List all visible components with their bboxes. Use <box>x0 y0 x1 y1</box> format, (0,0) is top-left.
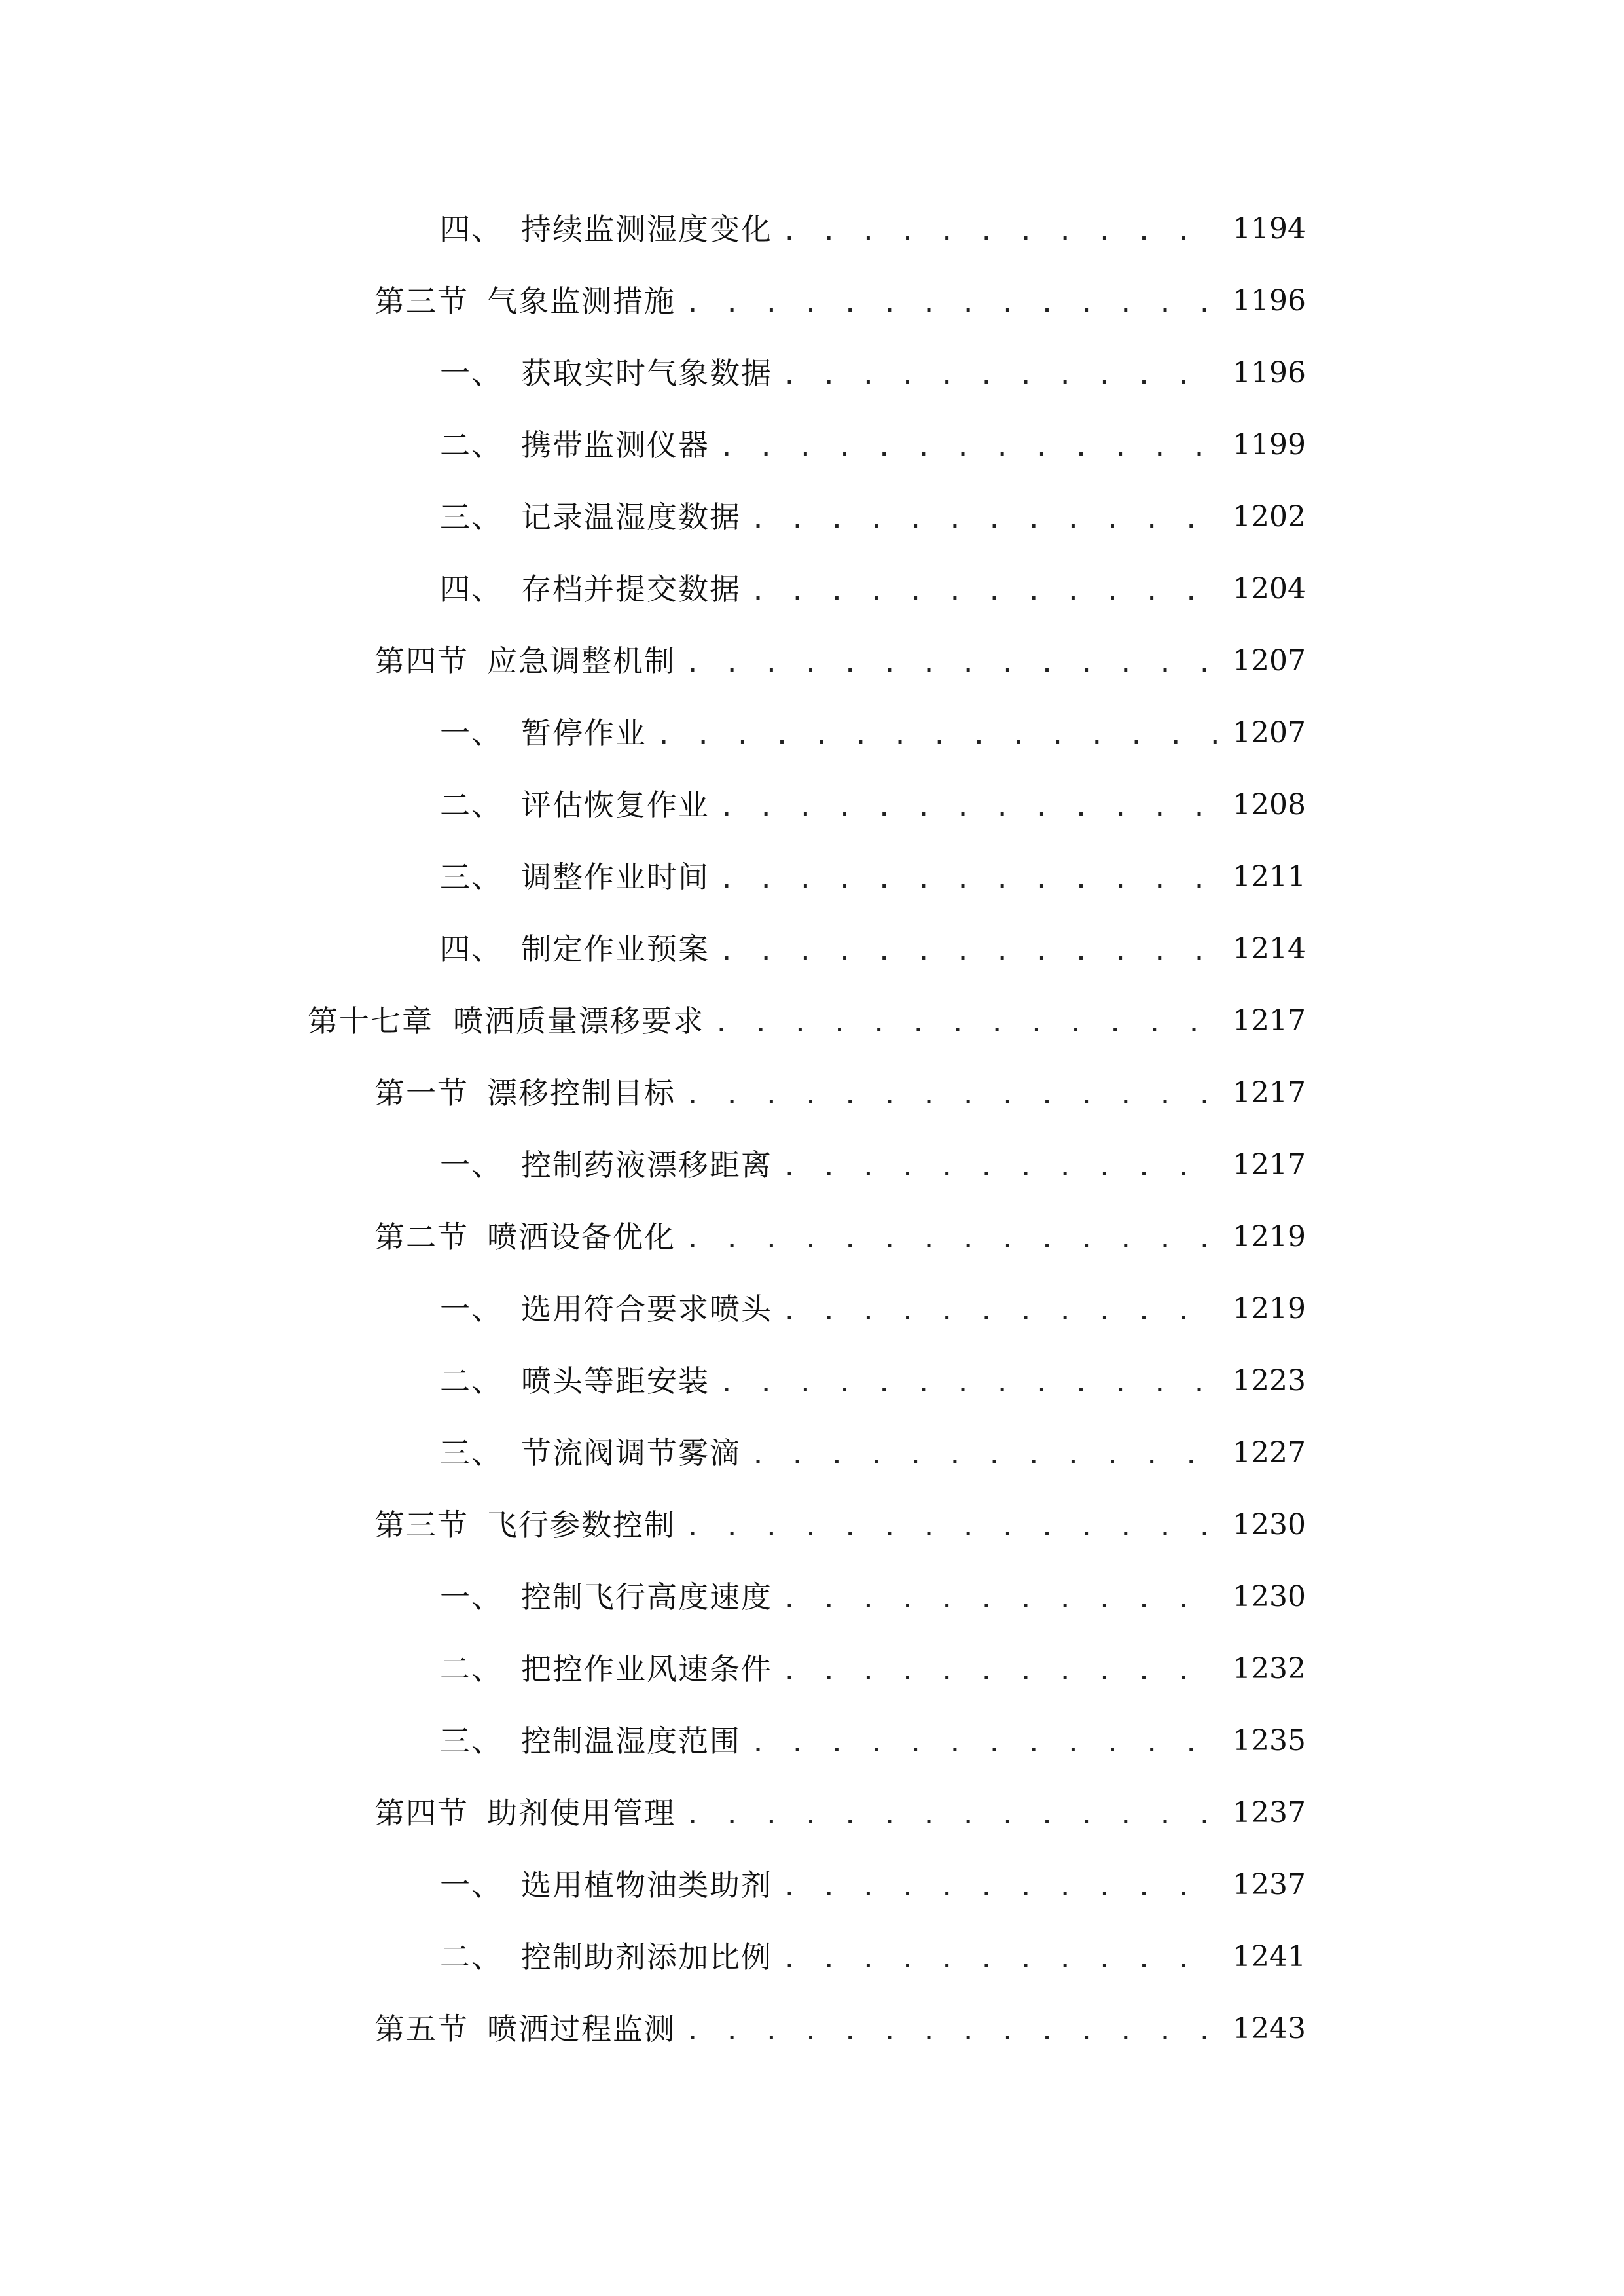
toc-entry-title: 助剂使用管理 <box>487 1795 676 1831</box>
toc-entry-number: 三、 <box>440 859 503 895</box>
dot-leader <box>719 779 1221 831</box>
toc-entry-page: 1243 <box>1233 2012 1306 2045</box>
toc-entry-number: 二、 <box>440 1939 503 1975</box>
toc-entry-page: 1235 <box>1233 1724 1306 1757</box>
toc-entry-title: 调整作业时间 <box>521 859 710 895</box>
toc-entry-page: 1207 <box>1233 716 1306 749</box>
toc-entry[interactable] <box>0 1427 1624 1479</box>
toc-entry-title: 控制飞行高度速度 <box>521 1579 772 1615</box>
toc-entry-number: 二、 <box>440 427 503 463</box>
toc-entry-page: 1237 <box>1233 1796 1306 1829</box>
toc-entry-page: 1217 <box>1233 1148 1306 1181</box>
toc-entry-number: 二、 <box>440 1363 503 1399</box>
toc-entry-page: 1202 <box>1233 500 1306 533</box>
toc-entry-page: 1196 <box>1233 284 1306 317</box>
toc-entry-page: 1241 <box>1233 1940 1306 1973</box>
toc-entry[interactable] <box>0 1499 1624 1551</box>
toc-entry-number: 一、 <box>440 1867 503 1903</box>
toc-entry-number: 第四节 <box>374 1795 469 1831</box>
toc-entry-number: 三、 <box>440 1435 503 1471</box>
toc-entry-title: 应急调整机制 <box>487 643 676 679</box>
dot-leader <box>713 995 1221 1047</box>
toc-entry[interactable] <box>0 923 1624 975</box>
toc-entry-number: 三、 <box>440 499 503 535</box>
toc-entry-number: 第二节 <box>374 1219 469 1255</box>
toc-entry[interactable] <box>0 707 1624 759</box>
toc-entry[interactable] <box>0 1643 1624 1695</box>
toc-entry-title: 气象监测措施 <box>487 283 676 319</box>
dot-leader <box>782 1931 1221 1983</box>
toc-entry[interactable] <box>0 203 1624 255</box>
toc-entry-number: 一、 <box>440 355 503 391</box>
toc-entry-number: 四、 <box>440 211 503 247</box>
toc-entry-page: 1194 <box>1233 212 1306 245</box>
toc-entry-number: 二、 <box>440 787 503 823</box>
toc-entry[interactable] <box>0 563 1624 615</box>
toc-entry-title: 喷洒过程监测 <box>487 2011 676 2047</box>
toc-entry-number: 第一节 <box>374 1075 469 1111</box>
dot-leader <box>750 563 1221 615</box>
toc-entry-page: 1219 <box>1233 1220 1306 1253</box>
toc-entry-number: 第三节 <box>374 1507 469 1543</box>
toc-entry-title: 暂停作业 <box>521 715 647 751</box>
toc-entry-number: 一、 <box>440 1291 503 1327</box>
toc-entry-title: 控制温湿度范围 <box>521 1723 741 1759</box>
toc-entry-number: 一、 <box>440 1147 503 1183</box>
dot-leader <box>719 419 1221 471</box>
toc-entry[interactable] <box>0 491 1624 543</box>
toc-entry-number: 四、 <box>440 931 503 967</box>
toc-entry[interactable] <box>0 1787 1624 1839</box>
toc-entry-page: 1214 <box>1233 932 1306 965</box>
toc-entry[interactable] <box>0 1067 1624 1119</box>
toc-entry[interactable] <box>0 347 1624 399</box>
toc-entry-title: 评估恢复作业 <box>521 787 710 823</box>
toc-entry[interactable] <box>0 1931 1624 1983</box>
toc-entry-number: 第三节 <box>374 283 469 319</box>
toc-entry-title: 选用符合要求喷头 <box>521 1291 772 1327</box>
toc-entry-page: 1219 <box>1233 1292 1306 1325</box>
dot-leader <box>750 1427 1221 1479</box>
toc-entry[interactable] <box>0 851 1624 903</box>
toc-entry-page: 1211 <box>1233 860 1306 893</box>
dot-leader <box>719 1355 1221 1407</box>
toc-entry-title: 漂移控制目标 <box>487 1075 676 1111</box>
toc-entry-page: 1232 <box>1233 1652 1306 1685</box>
dot-leader <box>685 1787 1221 1839</box>
dot-leader <box>782 1859 1221 1911</box>
toc-entry-number: 第十七章 <box>308 1003 433 1039</box>
toc-entry-page: 1237 <box>1233 1868 1306 1901</box>
toc-entry[interactable] <box>0 1139 1624 1191</box>
toc-entry-page: 1204 <box>1233 572 1306 605</box>
dot-leader <box>685 1211 1221 1263</box>
toc-entry-page: 1217 <box>1233 1004 1306 1037</box>
toc-entry[interactable] <box>0 995 1624 1047</box>
toc-entry-number: 三、 <box>440 1723 503 1759</box>
toc-entry-number: 二、 <box>440 1651 503 1687</box>
toc-entry-number: 一、 <box>440 1579 503 1615</box>
toc-entry-page: 1230 <box>1233 1580 1306 1613</box>
toc-entry-title: 喷洒设备优化 <box>487 1219 676 1255</box>
toc-entry-title: 喷头等距安装 <box>521 1363 710 1399</box>
toc-entry[interactable] <box>0 1355 1624 1407</box>
toc-entry-page: 1196 <box>1233 356 1306 389</box>
dot-leader <box>782 347 1221 399</box>
toc-entry-title: 携带监测仪器 <box>521 427 710 463</box>
toc-entry-title: 记录温湿度数据 <box>521 499 741 535</box>
toc-entry-title: 控制助剂添加比例 <box>521 1939 772 1975</box>
toc-entry-title: 飞行参数控制 <box>487 1507 676 1543</box>
dot-leader <box>750 1715 1221 1767</box>
toc-entry[interactable] <box>0 779 1624 831</box>
toc-entry[interactable] <box>0 419 1624 471</box>
toc-entry[interactable] <box>0 1859 1624 1911</box>
dot-leader <box>719 923 1221 975</box>
toc-entry[interactable] <box>0 1283 1624 1335</box>
toc-entry-title: 选用植物油类助剂 <box>521 1867 772 1903</box>
toc-entry[interactable] <box>0 275 1624 327</box>
toc-entry[interactable] <box>0 1571 1624 1623</box>
toc-entry-page: 1217 <box>1233 1076 1306 1109</box>
toc-entry-page: 1223 <box>1233 1364 1306 1397</box>
toc-entry-title: 控制药液漂移距离 <box>521 1147 772 1183</box>
toc-entry-title: 存档并提交数据 <box>521 571 741 607</box>
toc-entry-page: 1207 <box>1233 644 1306 677</box>
dot-leader <box>685 635 1221 687</box>
toc-entry[interactable] <box>0 1211 1624 1263</box>
toc-entry-number: 第五节 <box>374 2011 469 2047</box>
toc-entry-title: 喷洒质量漂移要求 <box>453 1003 704 1039</box>
dot-leader <box>782 1643 1221 1695</box>
dot-leader <box>656 707 1221 759</box>
toc-entry[interactable] <box>0 1715 1624 1767</box>
toc-entry-number: 第四节 <box>374 643 469 679</box>
toc-entry-title: 把控作业风速条件 <box>521 1651 772 1687</box>
toc-entry-page: 1199 <box>1233 428 1306 461</box>
dot-leader <box>685 2003 1221 2055</box>
toc-entry-title: 持续监测湿度变化 <box>521 211 772 247</box>
dot-leader <box>750 491 1221 543</box>
toc-entry-title: 制定作业预案 <box>521 931 710 967</box>
dot-leader <box>782 1283 1221 1335</box>
dot-leader <box>685 275 1221 327</box>
toc-entry-number: 四、 <box>440 571 503 607</box>
toc-entry-page: 1227 <box>1233 1436 1306 1469</box>
dot-leader <box>685 1499 1221 1551</box>
toc-entry-page: 1230 <box>1233 1508 1306 1541</box>
toc-entry-title: 获取实时气象数据 <box>521 355 772 391</box>
toc-entry-page: 1208 <box>1233 788 1306 821</box>
toc-entry-number: 一、 <box>440 715 503 751</box>
toc-entry[interactable] <box>0 2003 1624 2055</box>
dot-leader <box>782 1139 1221 1191</box>
dot-leader <box>782 203 1221 255</box>
dot-leader <box>782 1571 1221 1623</box>
dot-leader <box>719 851 1221 903</box>
toc-entry-title: 节流阀调节雾滴 <box>521 1435 741 1471</box>
dot-leader <box>685 1067 1221 1119</box>
toc-entry[interactable] <box>0 635 1624 687</box>
